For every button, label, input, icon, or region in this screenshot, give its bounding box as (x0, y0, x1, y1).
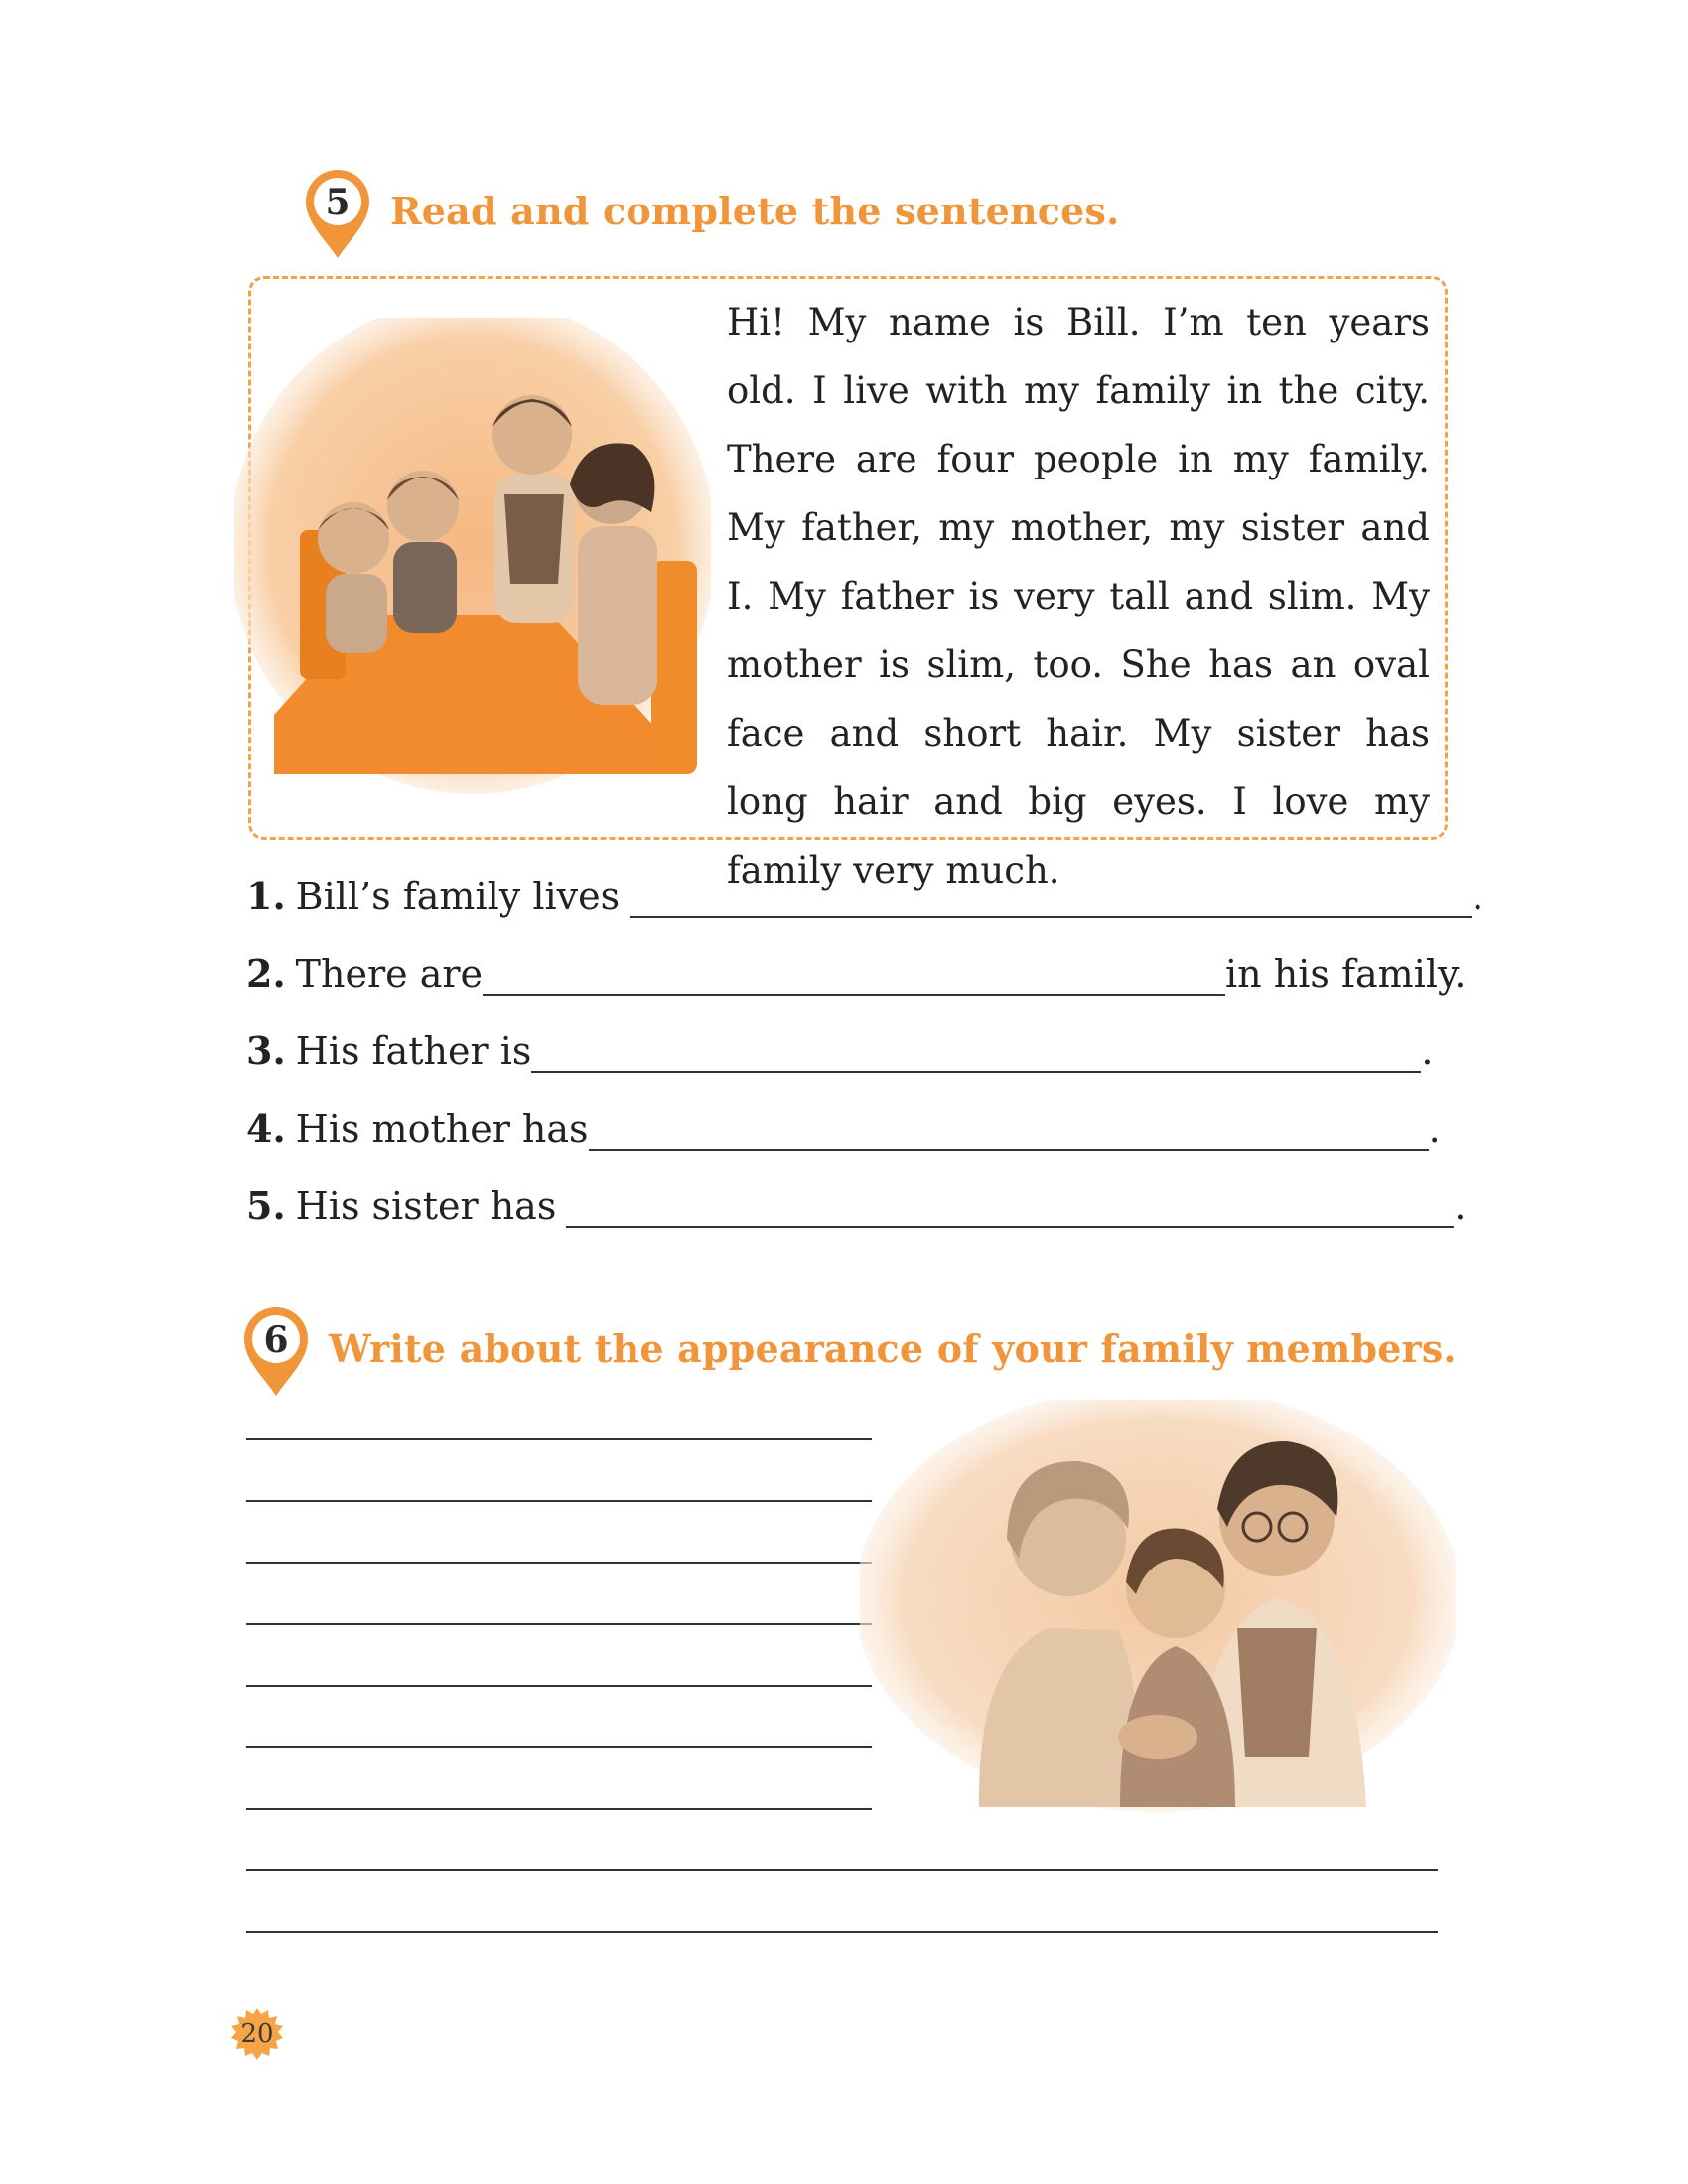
answer-blank[interactable] (483, 960, 1225, 996)
exercise-6-number: 6 (263, 1319, 289, 1361)
sentence-end: . (1454, 1184, 1467, 1228)
writing-line[interactable] (246, 1746, 872, 1748)
page-number: 20 (240, 2019, 274, 2049)
sentence-end: in his family. (1225, 952, 1467, 996)
family-at-table-illustration (234, 318, 711, 794)
sentence-text: His sister has (295, 1184, 557, 1228)
sentence-end: . (1472, 875, 1484, 918)
writing-line[interactable] (246, 1623, 872, 1625)
sentence-text: There are (295, 952, 484, 996)
writing-line[interactable] (246, 1808, 872, 1810)
writing-line[interactable] (246, 1685, 872, 1687)
sentence-number: 2. (246, 951, 286, 996)
exercise-5-title: Read and complete the sentences. (390, 189, 1120, 233)
sentence-text: His mother has (295, 1107, 589, 1151)
sentence-3 (246, 1028, 1434, 1073)
answer-blank[interactable] (589, 1115, 1429, 1151)
sentence-2 (246, 951, 1467, 996)
sentence-end: . (1421, 1029, 1434, 1073)
sentence-end: . (1428, 1107, 1441, 1151)
writing-line[interactable] (246, 1500, 872, 1502)
sentence-text: His father is (295, 1029, 532, 1073)
writing-line[interactable] (246, 1562, 872, 1564)
sentence-number: 1. (246, 874, 286, 918)
sentence-number: 4. (246, 1106, 286, 1151)
sentence-1 (246, 874, 1483, 918)
sentence-number: 5. (246, 1183, 286, 1228)
writing-line[interactable] (246, 1438, 872, 1440)
sentence-number: 3. (246, 1028, 286, 1073)
exercise-6-title: Write about the appearance of your family members. (329, 1326, 1457, 1371)
reading-passage: Hi! My name is Bill. I’m ten years old. I live with my family in the city. There are four people in my family. My father, my mother, my sister and I. My father is very tall and slim. My mother is slim, too. She has an oval face and short hair. My sister has long hair and big eyes. I love my family very much. (727, 301, 1430, 891)
writing-line[interactable] (246, 1931, 1438, 1933)
answer-blank[interactable] (566, 1192, 1454, 1228)
sentence-5 (246, 1183, 1466, 1228)
answer-blank[interactable] (531, 1037, 1421, 1073)
answer-blank[interactable] (630, 883, 1472, 918)
sentence-4 (246, 1106, 1441, 1151)
family-hug-illustration (860, 1400, 1456, 1827)
writing-line[interactable] (246, 1869, 1438, 1871)
exercise-5-number: 5 (325, 182, 351, 223)
sentence-text: Bill’s family lives (295, 875, 621, 918)
